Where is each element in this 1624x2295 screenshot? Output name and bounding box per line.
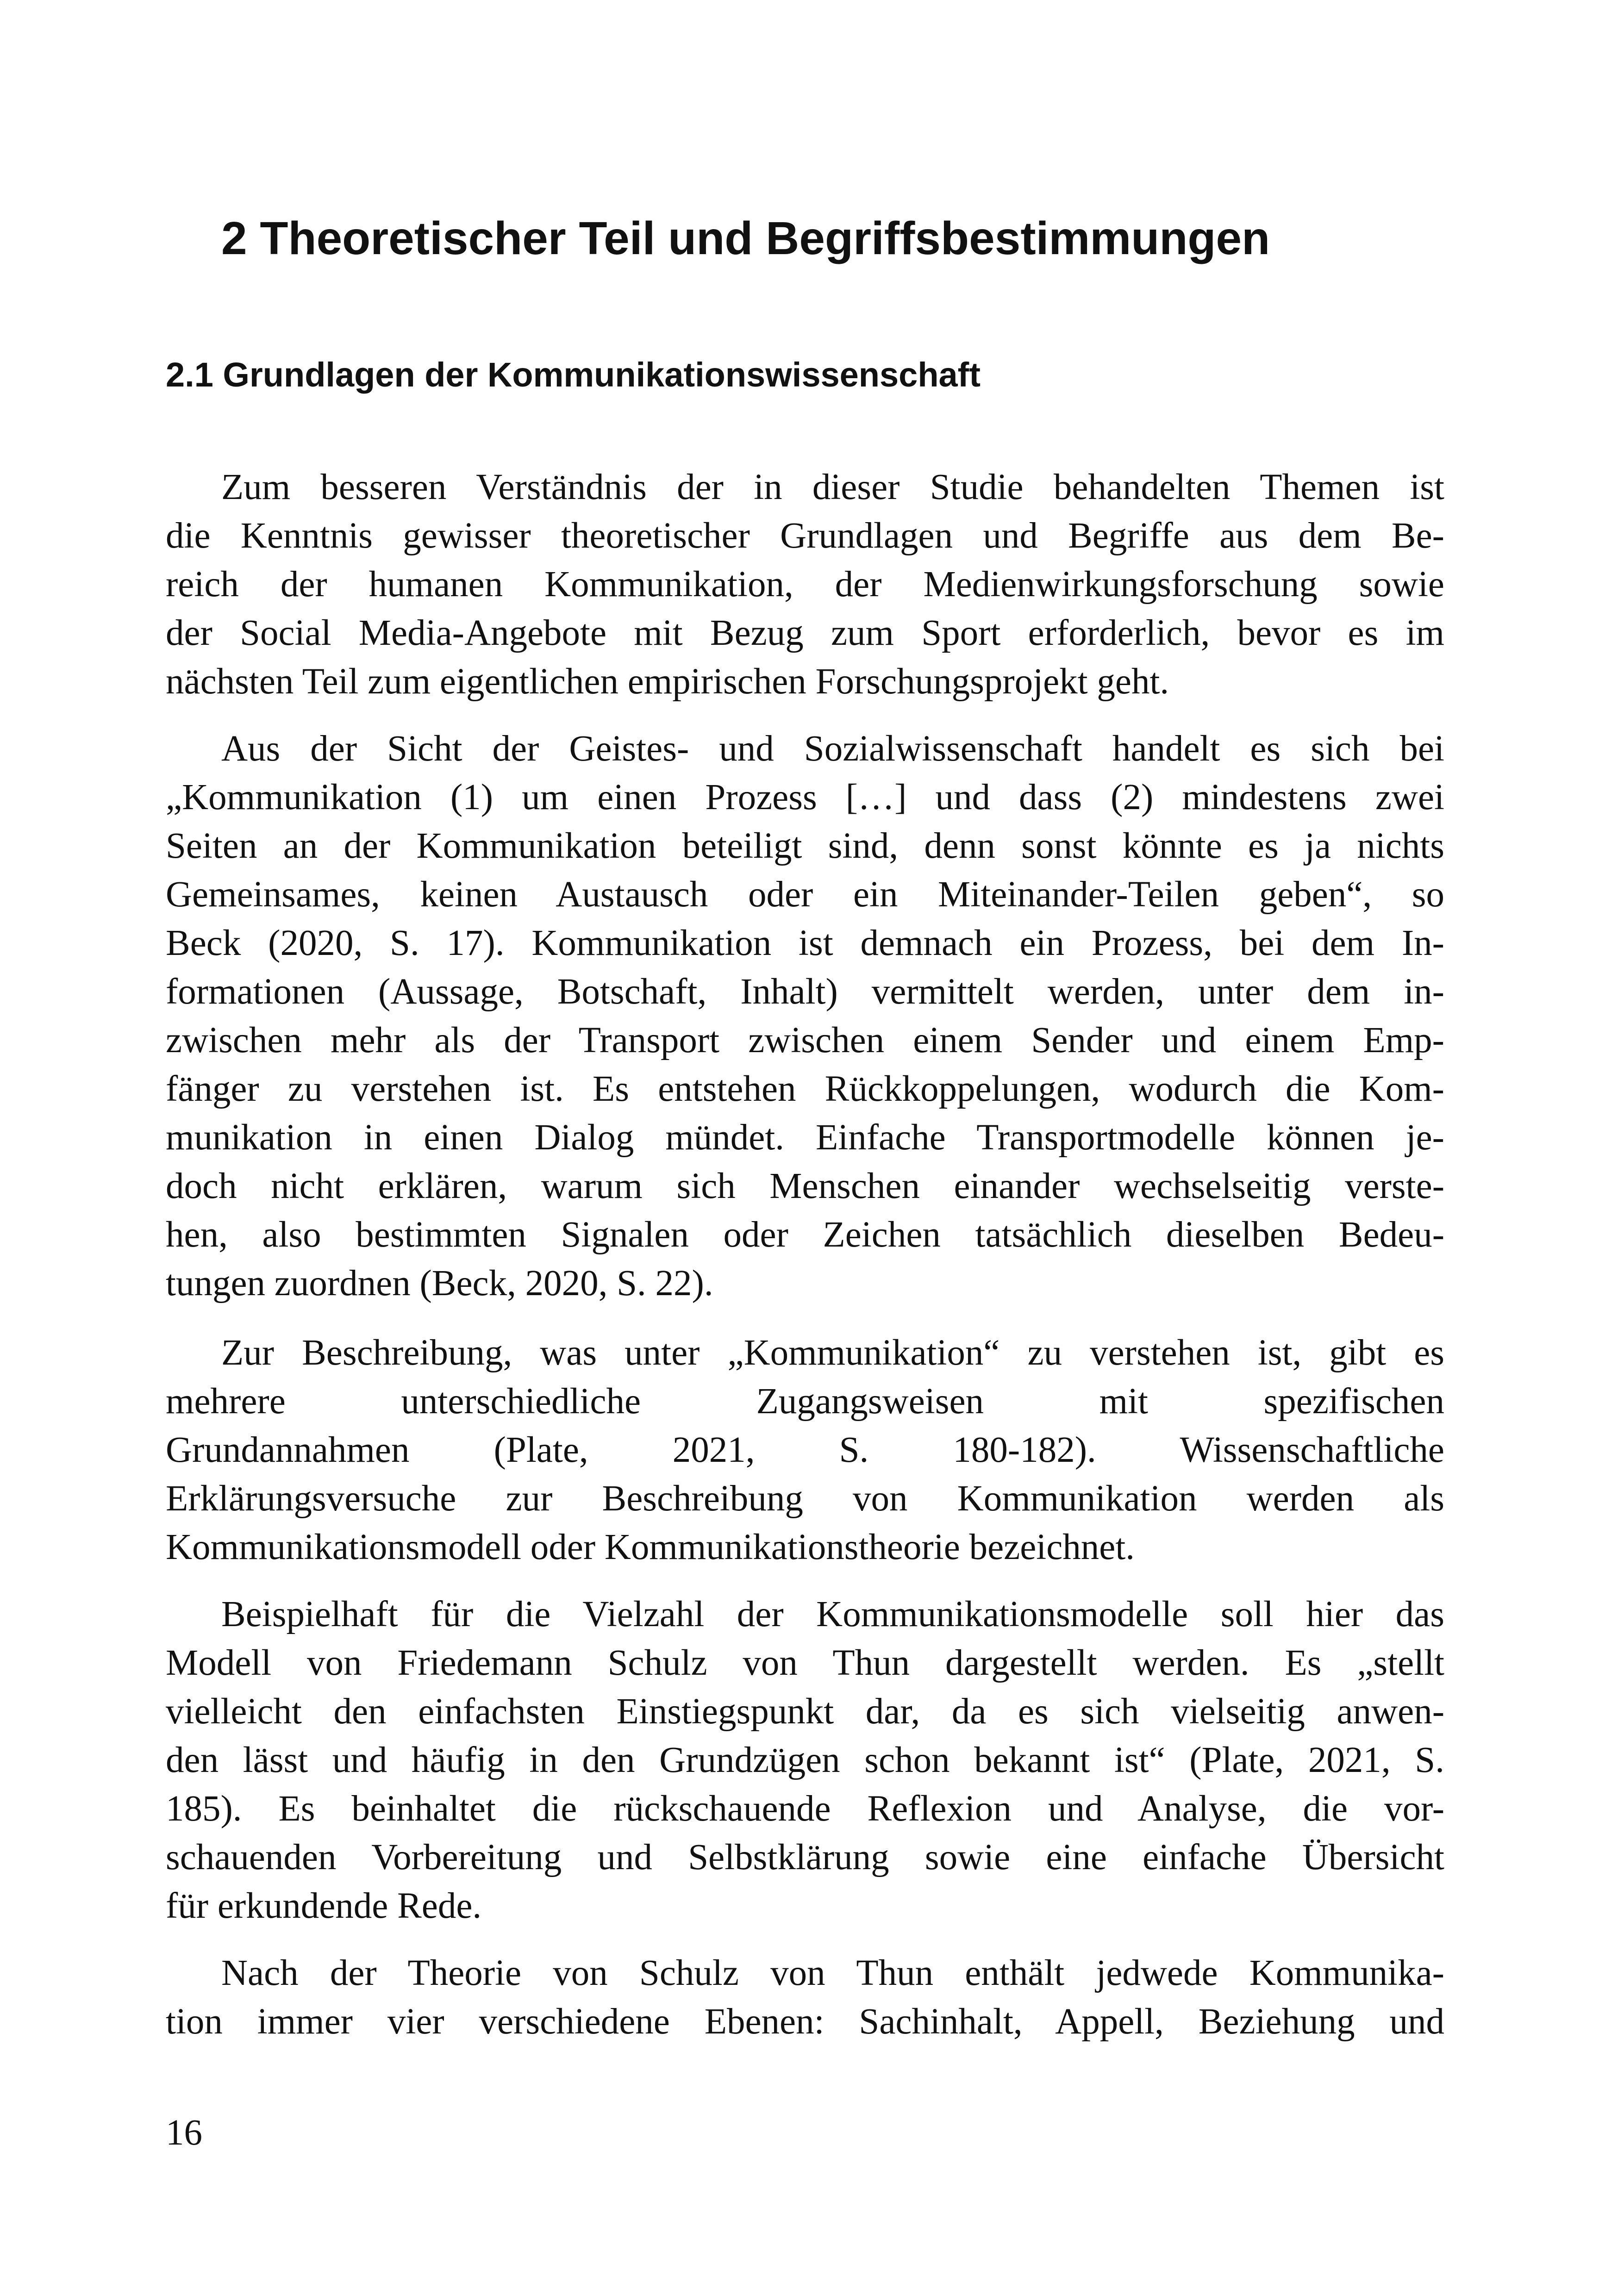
chapter-title: 2 Theoretischer Teil und Begriffsbestimmungen (221, 212, 1270, 264)
paragraph-line: Beck (2020, S. 17). Kommunikation ist demnach ein Prozess, bei dem In- (166, 923, 1444, 963)
paragraph-line: Zur Beschreibung, was unter „Kommunikation“ zu verstehen ist, gibt es (221, 1333, 1444, 1373)
paragraph-line: munikation in einen Dialog mündet. Einfache Transportmodelle können je- (166, 1117, 1444, 1158)
paragraph-line: Seiten an der Kommunikation beteiligt sind, denn sonst könnte es ja nichts (166, 826, 1444, 866)
paragraph-line: Aus der Sicht der Geistes- und Sozialwissenschaft handelt es sich bei (221, 729, 1444, 769)
paragraph-line: Zum besseren Verständnis der in dieser Studie behandelten Themen ist (221, 467, 1444, 507)
paragraph-line: mehrere unterschiedliche Zugangsweisen mit spezifischen (166, 1381, 1444, 1422)
paragraph-line: fänger zu verstehen ist. Es entstehen Rückkoppelungen, wodurch die Kom- (166, 1069, 1444, 1109)
paragraph-line: tion immer vier verschiedene Ebenen: Sachinhalt, Appell, Beziehung und (166, 2002, 1444, 2042)
paragraph-line: Beispielhaft für die Vielzahl der Kommunikationsmodelle soll hier das (221, 1594, 1444, 1634)
paragraph-1 (166, 463, 1444, 706)
paragraph-line: der Social Media-Angebote mit Bezug zum Sport erforderlich, bevor es im (166, 613, 1444, 653)
paragraph-line: Modell von Friedemann Schulz von Thun dargestellt werden. Es „stellt (166, 1643, 1444, 1683)
paragraph-line: für erkundende Rede. (166, 1886, 482, 1926)
paragraph-line: Gemeinsames, keinen Austausch oder ein Miteinander-Teilen geben“, so (166, 874, 1444, 915)
paragraph-line: 185). Es beinhaltet die rückschauende Reflexion und Analyse, die vor- (166, 1789, 1444, 1829)
paragraph-line: hen, also bestimmten Signalen oder Zeichen tatsächlich dieselben Bedeu- (166, 1215, 1444, 1255)
paragraph-4 (166, 1590, 1444, 1930)
paragraph-line: tungen zuordnen (Beck, 2020, S. 22). (166, 1263, 713, 1303)
paragraph-line: Kommunikationsmodell oder Kommunikationstheorie bezeichnet. (166, 1527, 1135, 1567)
section-title: 2.1 Grundlagen der Kommunikationswissenschaft (166, 355, 981, 394)
paragraph-2 (166, 724, 1444, 1308)
paragraph-line: doch nicht erklären, warum sich Menschen einander wechselseitig verste- (166, 1166, 1444, 1206)
paragraph-line: den lässt und häufig in den Grundzügen schon bekannt ist“ (Plate, 2021, S. (166, 1740, 1444, 1780)
paragraph-line: Grundannahmen (Plate, 2021, S. 180-182). Wissenschaftliche (166, 1430, 1444, 1470)
paragraph-line: Erklärungsversuche zur Beschreibung von Kommunikation werden als (166, 1478, 1444, 1519)
paragraph-line: schauenden Vorbereitung und Selbstklärung sowie eine einfache Übersicht (166, 1837, 1444, 1877)
paragraph-3 (166, 1328, 1444, 1572)
paragraph-line: Nach der Theorie von Schulz von Thun enthält jedwede Kommunika- (221, 1953, 1444, 1993)
paragraph-line: die Kenntnis gewisser theoretischer Grundlagen und Begriffe aus dem Be- (166, 516, 1444, 556)
paragraph-line: nächsten Teil zum eigentlichen empirischen Forschungsprojekt geht. (166, 661, 1169, 702)
paragraph-line: reich der humanen Kommunikation, der Medienwirkungsforschung sowie (166, 564, 1444, 605)
paragraph-line: formationen (Aussage, Botschaft, Inhalt) vermittelt werden, unter dem in- (166, 972, 1444, 1012)
paragraph-line: zwischen mehr als der Transport zwischen einem Sender und einem Emp- (166, 1020, 1444, 1060)
paragraph-line: vielleicht den einfachsten Einstiegspunkt dar, da es sich vielseitig anwen- (166, 1691, 1444, 1732)
page-number: 16 (166, 2113, 202, 2153)
paragraph-5 (166, 1949, 1444, 2046)
paragraph-line: „Kommunikation (1) um einen Prozess […] und dass (2) mindestens zwei (166, 777, 1444, 817)
